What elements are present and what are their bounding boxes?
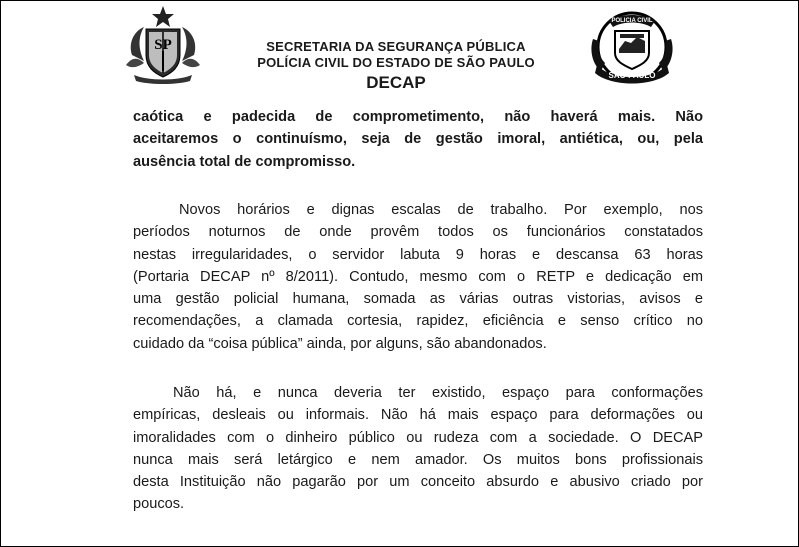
text-line: nestas irregularidades, o servidor labuta 9 horas e descansa 63 horas [133,246,703,263]
text-line: ausência total de compromisso. [133,153,356,170]
document-header [211,39,581,94]
text-line: cuidado da “coisa pública” ainda, por alguns, são abandonados. [133,335,547,352]
policia-civil-badge-icon [587,7,677,85]
header-policia-civil: POLÍCIA CIVIL DO ESTADO DE SÃO PAULO [257,55,535,70]
svg-text:POLICIA CIVIL: POLICIA CIVIL [611,18,653,24]
svg-text:SÃO PAULO: SÃO PAULO [608,71,656,80]
text-line: uma gestão policial humana, somada as várias outras vistorias, avisos e [133,291,703,308]
header-secretaria: SECRETARIA DA SEGURANÇA PÚBLICA [266,39,526,54]
text-line: períodos noturnos de onde provêm todos os funcionários constatados [133,224,703,241]
text-line: imoralidades com o dinheiro público ou rudeza com a sociedade. O DECAP [133,429,703,446]
paragraph-schedules [133,199,703,355]
text-line: poucos. [133,496,185,513]
text-line: nunca mais será letárgico e nem amador. Os muitos bons profissionais [133,451,703,468]
text-line: Novos horários e dignas escalas de trabalho. Por exemplo, nos [179,202,703,218]
paragraph-continuation [133,106,703,173]
sao-paulo-coat-of-arms-icon [122,5,204,85]
text-line: aceitaremos o continuísmo, seja de gestão imoral, antiética, ou, pela [133,131,703,148]
text-line: desta Instituição não pagarão por um conceito absurdo e abusivo criado por [133,474,703,491]
text-line: empíricas, desleais ou informais. Não há mais espaço para deformações ou [133,407,703,424]
header-decap: DECAP [366,73,426,92]
text-line: Não há, e nunca deveria ter existido, espaço para conformações [173,385,703,401]
text-line: (Portaria DECAP nº 8/2011). Contudo, mesmo com o RETP e dedicação em [133,268,703,285]
svg-text:SP: SP [154,37,172,53]
text-line: caótica e padecida de comprometimento, não haverá mais. Não [133,109,703,125]
paragraph-no-space [133,382,703,516]
text-line: recomendações, a clamada cortesia, rapidez, eficiência e senso crítico no [133,313,703,330]
